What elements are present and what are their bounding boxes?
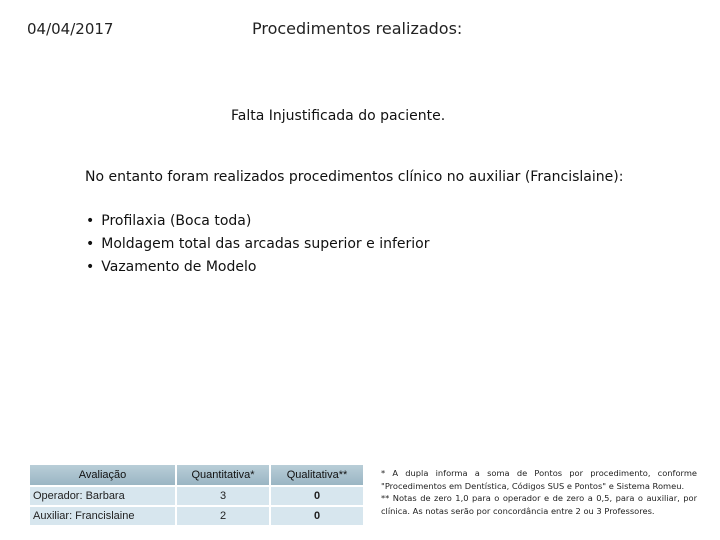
table-row — [30, 507, 363, 525]
table-cell-quantitative: 2 — [177, 507, 269, 525]
table-cell-qualitative: 0 — [271, 507, 363, 525]
list-item: • Moldagem total das arcadas superior e inferior — [86, 233, 429, 256]
table-header-row — [30, 465, 363, 485]
procedure-list — [86, 210, 429, 279]
list-item: • Vazamento de Modelo — [86, 256, 429, 279]
intro-text: No entanto foram realizados procedimentos clínico no auxiliar (Francislaine): — [85, 169, 624, 185]
column-header-evaluation: Avaliação — [30, 465, 175, 485]
footnote-quantitative: * A dupla informa a soma de Pontos por procedimento, conforme "Procedimentos em Dentística, Códigos SUS e Pontos" e Sistema Romeu. — [381, 468, 697, 491]
evaluation-table — [28, 463, 365, 527]
page-title: Procedimentos realizados: — [252, 19, 463, 38]
table-cell-name: Auxiliar: Francislaine — [30, 507, 175, 525]
table-cell-name: Operador: Barbara — [30, 487, 175, 505]
column-header-quantitative: Quantitativa* — [177, 465, 269, 485]
table-row — [30, 487, 363, 505]
footnotes — [381, 467, 697, 517]
absence-subtitle: Falta Injustificada do paciente. — [231, 108, 446, 124]
table-cell-quantitative: 3 — [177, 487, 269, 505]
list-item: • Profilaxia (Boca toda) — [86, 210, 429, 233]
table-cell-qualitative: 0 — [271, 487, 363, 505]
date-label: 04/04/2017 — [27, 20, 114, 38]
column-header-qualitative: Qualitativa** — [271, 465, 363, 485]
footnote-qualitative: ** Notas de zero 1,0 para o operador e de zero a 0,5, para o auxiliar, por clínica. As notas serão por concordância entre 2 ou 3 Professores. — [381, 493, 697, 516]
